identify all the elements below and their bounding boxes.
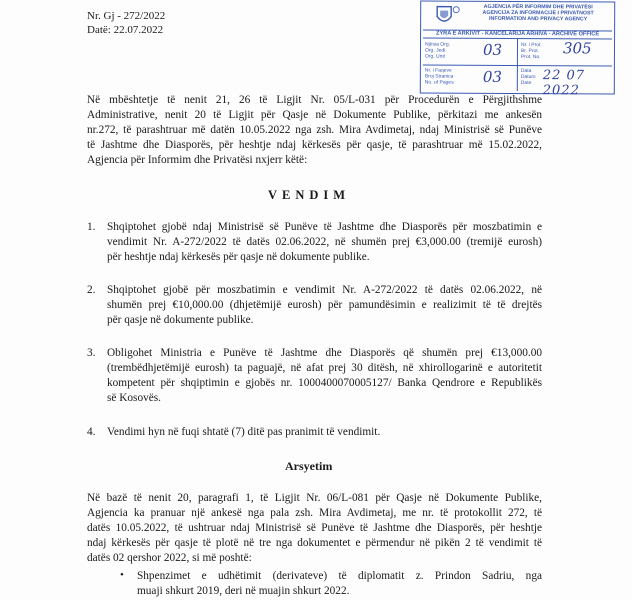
- bullet-line: muaji shkurt 2019, deri në muajin shkurt 2022.: [137, 585, 350, 597]
- stamp-org-unit-label: Njësia Org. Org. Jedi. Org. Unit: [424, 41, 451, 60]
- archive-stamp: [420, 0, 615, 99]
- stamp-org-line: AGJENCIA PËR INFORMIM DHE PRIVATËSI: [483, 3, 593, 11]
- item-line: kompetent për shqiptimin e gjobës nr. 1000400070005127/ Banka Qendrore e Republikës: [107, 377, 542, 389]
- stamp-organization: [465, 4, 611, 23]
- item-line: së Kosovës.: [107, 392, 161, 404]
- paragraph-line: Agjencia ka pranuar një ankesë nga pala zsh. Mira Avdimetaj, me nr. të protokollit 272, të: [87, 507, 542, 519]
- item-number: 3.: [87, 347, 96, 359]
- stamp-office: ZYRA E ARKIVIT - KANCELARIJA ARHIVA - ARCHIVE OFFICE: [423, 30, 612, 40]
- item-line: Shqiptohet gjobë ndaj Ministrisë së Punëve të Jashtme dhe Diasporës për moszbatimin e: [107, 221, 542, 233]
- stamp-org-line: AGENCIJA ZA INFORMACIJE I PRIVATNOST: [482, 9, 594, 17]
- stamp-protocol-value: 305: [562, 39, 592, 58]
- paragraph-line: të Jashtme dhe Diasporës, për heshtje ndaj kërkesës për qasje, të parashtruar më 15.02.2022,: [87, 139, 542, 151]
- document-date: Datë: 22.07.2022: [87, 24, 164, 36]
- paragraph-line: Në bazë të nenit 20, paragrafi 1, të Ligjit Nr. 06/L-081 për Qasje në Dokumente Publike,: [87, 492, 542, 504]
- paragraph-line: Administrative, nenit 20 të Ligjit për Qasje në Dokumente Publike, përkitazi me ankesën: [87, 109, 542, 121]
- item-line: Shqiptohet gjobë për moszbatimin e vendimit Nr. A-272/2022 të datës 02.06.2022, në: [107, 284, 542, 296]
- reference-number: Nr. Gj - 272/2022: [87, 10, 166, 22]
- item-number: 4.: [87, 426, 96, 438]
- reasoning-heading: Arsyetim: [285, 459, 333, 473]
- stamp-org-unit-value: 03: [482, 40, 503, 59]
- item-number: 2.: [87, 284, 96, 296]
- stamp-org-line: INFORMATION AND PRIVACY AGENCY: [489, 15, 588, 23]
- item-line: për qasje në dokumente publike.: [107, 314, 254, 326]
- paragraph-line: Agjencia për Informim dhe Privatësi nxjerr këtë:: [87, 154, 308, 166]
- paragraph-line: datës 02 qershor 2022, si më poshtë:: [87, 552, 252, 564]
- stamp-protocol-label: Nr. i Prot. Br. Prot. Prot. No.: [520, 42, 542, 61]
- item-line: (trembëdhjetëmijë eurosh) ta paguajë, në afat prej 30 ditësh, në xhirollogarinë e autoritetit: [107, 362, 542, 374]
- stamp-pages-label: Nr. i Faqeve Broj Stranica No. of Pages: [424, 67, 454, 86]
- item-line: Vendimi hyn në fuqi shtatë (7) ditë pas pranimit të vendimit.: [107, 426, 381, 438]
- item-number: 1.: [87, 221, 96, 233]
- stamp-date-value: 22 07 2022: [542, 68, 586, 99]
- decision-heading: VENDIM: [268, 188, 351, 202]
- item-line: për heshtje ndaj kërkesës për qasje në dokumente publike.: [107, 251, 370, 263]
- stamp-pages-value: 03: [482, 67, 502, 86]
- bullet-line: Shpenzimet e udhëtimit (derivateve) të diplomatit z. Prindon Sadriu, nga: [137, 570, 542, 582]
- item-line: Obligohet Ministria e Punëve të Jashtme dhe Diasporës që shumën prej €13,000.00: [107, 347, 542, 359]
- stamp-date-label: Data Datum Date: [520, 68, 536, 87]
- bullet-icon: •: [120, 569, 124, 581]
- paragraph-line: datës 10.05.2022, të ushtruar ndaj Ministrisë së Punëve të Jashtme dhe Diasporës, për heshtje: [87, 522, 542, 534]
- paragraph-line: nr.272, të parashtruar më datën 10.05.2022 nga zsh. Mira Avdimetaj, ndaj Ministrisë së Punëve: [87, 124, 542, 136]
- item-line: vendimit Nr. A-272/2022 të datës 02.06.2022, në shumën prej €3,000.00 (tremijë eurosh): [107, 236, 542, 248]
- item-line: shumën prej €10,000.00 (dhjetëmijë eurosh) për pamundësimin e realizimit të të drejtës: [107, 299, 542, 311]
- agency-logo-icon: [425, 4, 463, 28]
- paragraph-line: Në mbështetje të nenit 21, 26 të Ligjit Nr. 05/L-031 për Procedurën e Përgjithshme: [87, 94, 542, 106]
- paragraph-line: ndaj kërkesës për qasje të plotë në tre nga dokumentet e përmendur në pikën 2 të vendimit të: [87, 537, 542, 549]
